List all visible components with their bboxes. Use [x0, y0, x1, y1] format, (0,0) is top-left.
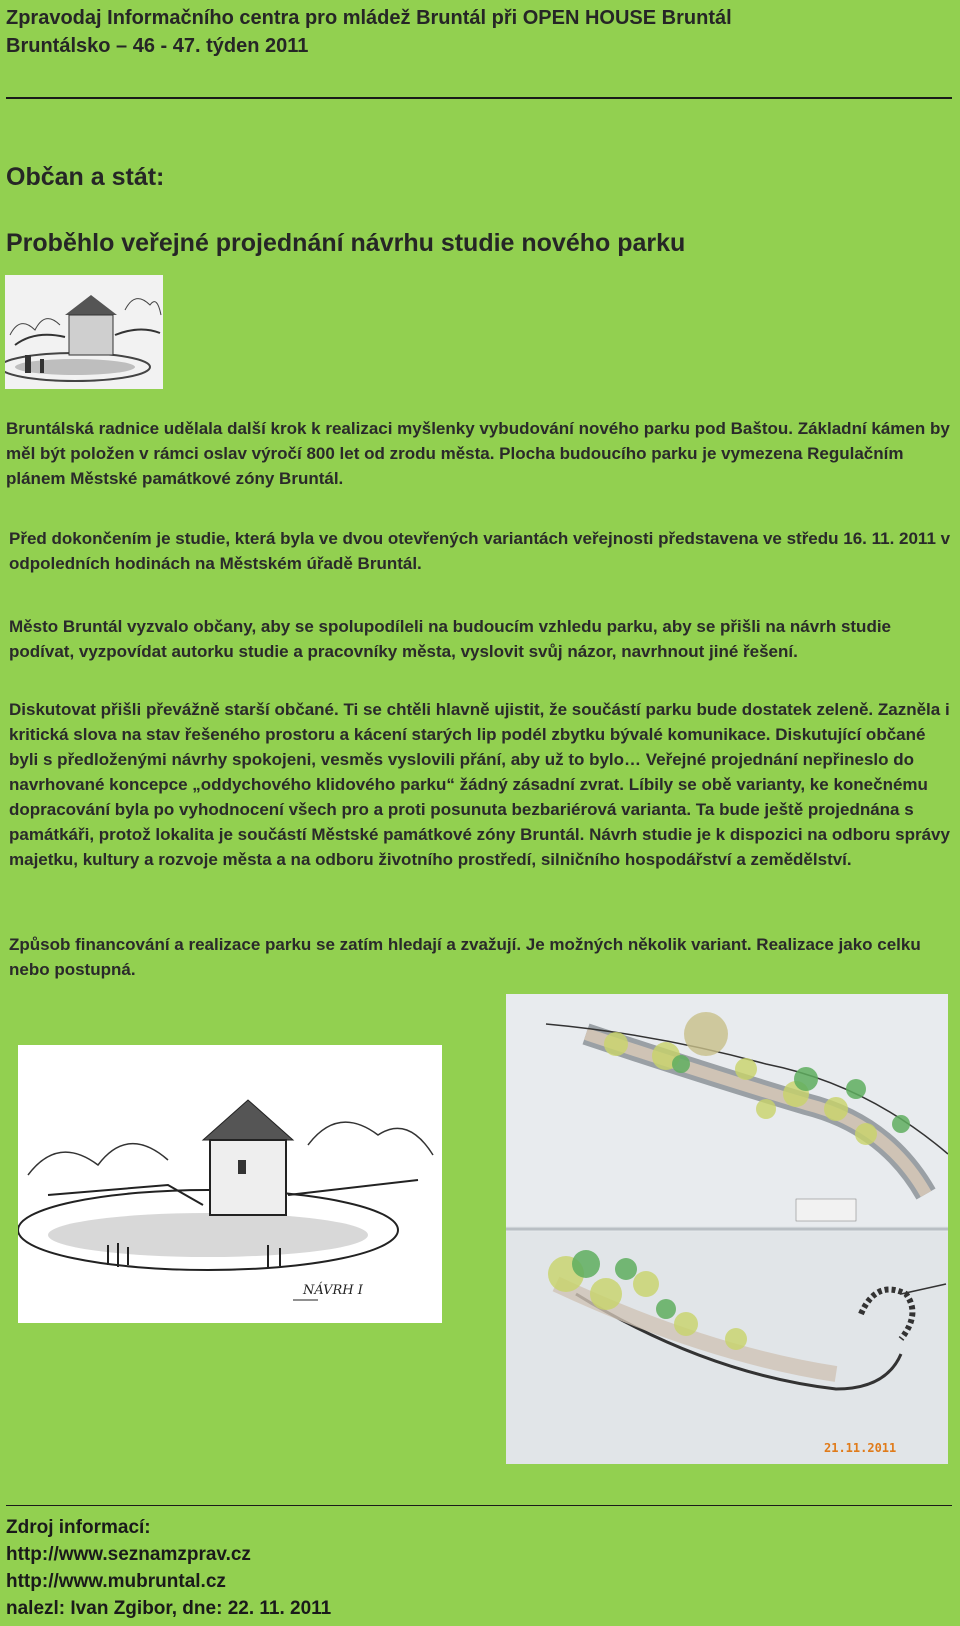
- source-link-seznamzprav[interactable]: http://www.seznamzprav.cz: [6, 1544, 251, 1565]
- park-plan-photo: [506, 994, 948, 1464]
- paragraph-1: Bruntálská radnice udělala další krok k realizaci myšlenky vybudování nového parku pod Baštou. Základní kámen by měl být položen v rámci oslav výročí 800 let od zrodu města. Plocha budoucího parku je vymezena Regulačním plánem Městské památkové zóny Bruntál.: [6, 419, 950, 488]
- found-by-credit: nalezl: Ivan Zgibor, dne: 22. 11. 2011: [6, 1598, 332, 1619]
- header-divider: [6, 97, 952, 99]
- header-line-2: Bruntálsko – 46 - 47. týden 2011: [6, 35, 309, 57]
- footer-divider: [6, 1505, 952, 1506]
- plan-date-stamp: 21.11.2011: [824, 1441, 897, 1455]
- sketch-caption: NÁVRH I: [303, 1283, 363, 1298]
- sources-label: Zdroj informací:: [6, 1517, 151, 1538]
- header-line-1: Zpravodaj Informačního centra pro mládež Bruntál při OPEN HOUSE Bruntál: [6, 7, 732, 29]
- park-sketch-image: [18, 1045, 442, 1323]
- paragraph-2: Před dokončením je studie, která byla ve dvou otevřených variantách veřejnosti představena ve středu 16. 11. 2011 v odpoledních hodinách na Městském úřadě Bruntál.: [9, 529, 951, 573]
- paragraph-3: Město Bruntál vyzvalo občany, aby se spolupodíleli na budoucím vzhledu parku, aby se přišli na návrh studie podívat, vyzpovídat autorku studie a pracovníky města, vyslovit svůj názor, navrhnout jiné řešení.: [9, 617, 891, 661]
- tower-sketch-thumbnail: [5, 275, 163, 389]
- paragraph-4: Diskutovat přišli převážně starší občané. Ti se chtěli hlavně ujistit, že součástí parku bude dostatek zeleně. Zazněla i kritická slova na stav řešeného prostoru a kácení starých lip podél zbytku bývalé komunikace. Diskutující občané byli s předloženými návrhy spokojeni, vesměs vyslovili přání, aby už to bylo… Veřejné projednání nepřineslo do navrhované koncepce „oddychového klidového parku“ žádný zásadní zvrat. Líbily se obě varianty, ke konečnému dopracování byla po vyhodnocení všech pro a proti posunuta bezbariérová varianta. Ta bude ještě projednána s památkáři, protož lokalita je součástí Městské památkové zóny Bruntál. Návrh studie je k dispozici na odboru správy majetku, kultury a rozvoje města a na odboru životního prostředí, silničního hospodářství a zemědělství.: [9, 700, 950, 869]
- section-heading: Občan a stát:: [6, 163, 165, 191]
- source-link-mubruntal[interactable]: http://www.mubruntal.cz: [6, 1571, 226, 1592]
- paragraph-5: Způsob financování a realizace parku se zatím hledají a zvažují. Je možných několik variant. Realizace jako celku nebo postupná.: [9, 935, 921, 979]
- article-title: Proběhlo veřejné projednání návrhu studie nového parku: [6, 229, 686, 257]
- newsletter-header: [6, 4, 732, 60]
